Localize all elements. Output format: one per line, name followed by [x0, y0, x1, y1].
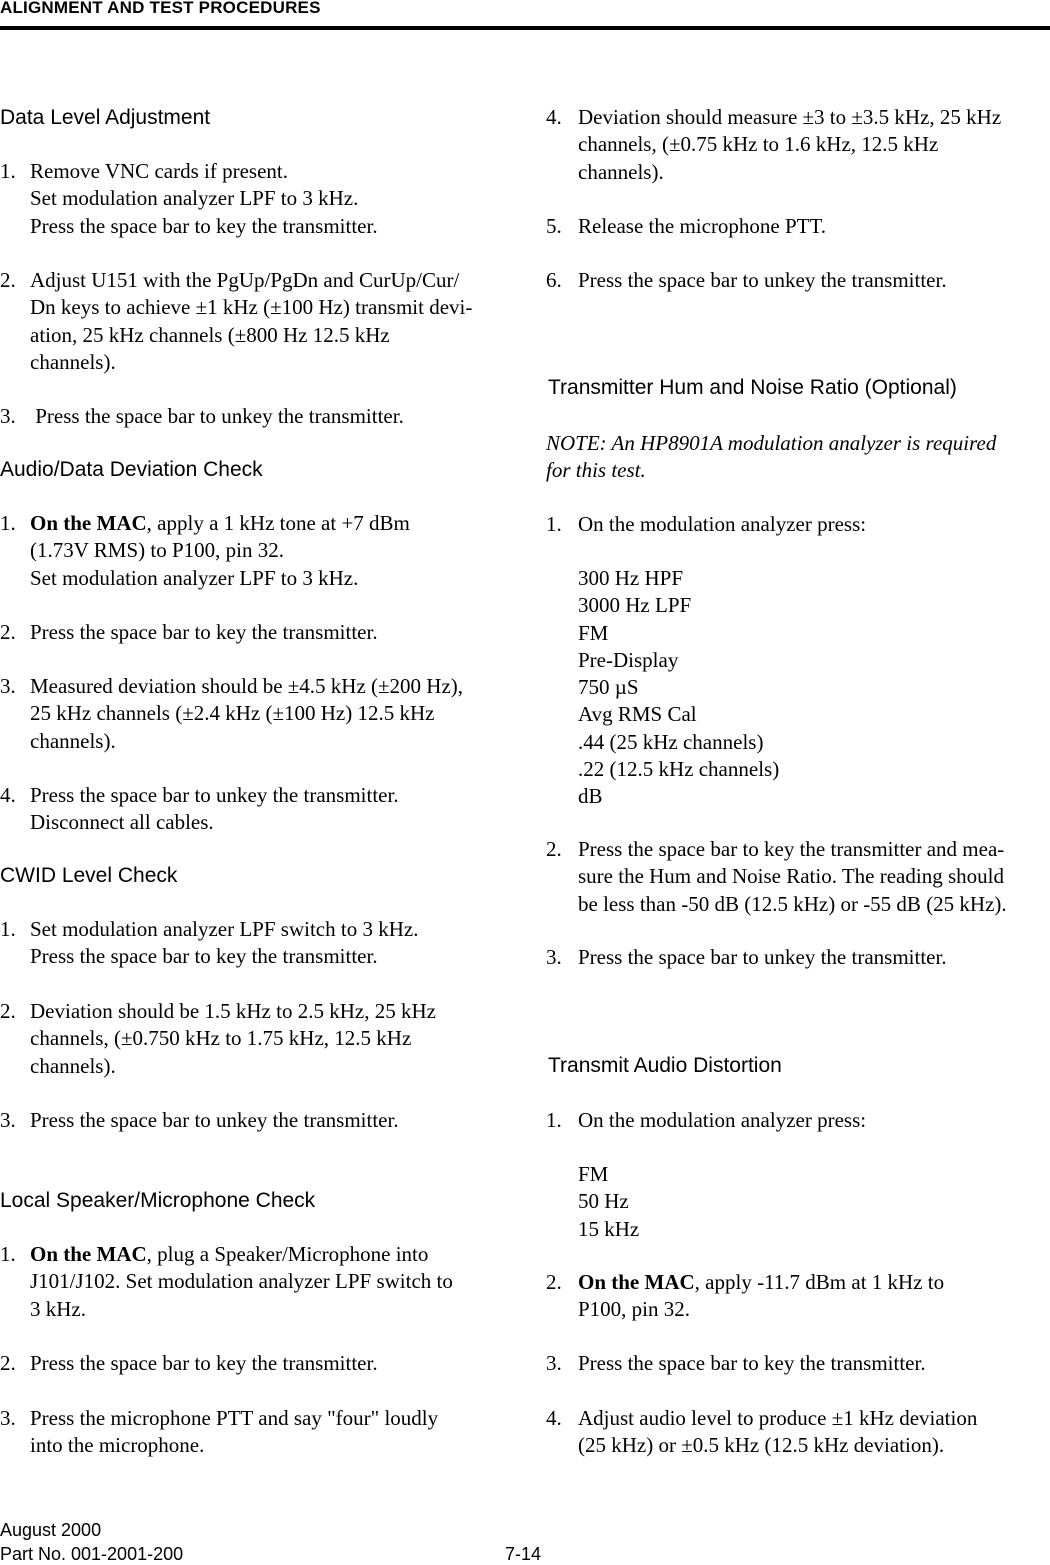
step-number: 3.	[0, 674, 16, 698]
step-text: P100, pin 32.	[578, 1297, 691, 1322]
step-text: channels, (±0.750 kHz to 1.75 kHz, 12.5 kHz	[30, 1026, 412, 1051]
step-text: channels).	[578, 159, 664, 184]
section-heading-hum-noise: Transmitter Hum and Noise Ratio (Optional)	[548, 376, 957, 399]
key-entry: .44 (25 kHz channels)	[578, 729, 764, 754]
step-text: (1.73V RMS) to P100, pin 32.	[30, 538, 284, 563]
section-heading-speaker-mic: Local Speaker/Microphone Check	[0, 1189, 316, 1212]
step-text: , apply a 1 kHz tone at +7 dBm	[146, 511, 410, 535]
step-text: Press the microphone PTT and say "four" loudly	[30, 1406, 439, 1430]
step-number: 1.	[0, 1242, 16, 1266]
key-entry: 300 Hz HPF	[578, 566, 684, 590]
step-number: 1.	[546, 1108, 562, 1132]
step-text: Press the space bar to key the transmitter.	[30, 944, 378, 969]
step-text: Measured deviation should be ±4.5 kHz (±200 Hz),	[30, 674, 464, 698]
step-number: 2.	[546, 1270, 562, 1294]
step-text: ation, 25 kHz channels (±800 Hz 12.5 kHz	[30, 322, 390, 347]
step-text: Press the space bar to key the transmitter.	[30, 213, 378, 238]
step-text: Press the space bar to key the transmitter.	[30, 1351, 378, 1375]
step-text: Set modulation analyzer LPF switch to 3 kHz.	[30, 917, 419, 941]
step-text: 25 kHz channels (±2.4 kHz (±100 Hz) 12.5 kHz	[30, 701, 435, 726]
step-text: be less than -50 dB (12.5 kHz) or -55 dB (25 kHz).	[578, 891, 1007, 916]
step-text: Remove VNC cards if present.	[30, 159, 288, 183]
key-sequence	[578, 565, 779, 811]
step-text: Adjust U151 with the PgUp/PgDn and CurUp/Cur/	[30, 268, 460, 292]
step-text: Adjust audio level to produce ±1 kHz deviation	[578, 1406, 978, 1430]
step-text: channels).	[30, 728, 116, 753]
step-text: Press the space bar to key the transmitter.	[30, 620, 378, 644]
step-number: 6.	[546, 268, 562, 292]
step-number: 3.	[546, 945, 562, 969]
key-entry: .22 (12.5 kHz channels)	[578, 757, 780, 782]
step-text: channels, (±0.75 kHz to 1.6 kHz, 12.5 kHz	[578, 132, 939, 157]
step-number: 4.	[0, 783, 16, 807]
step-text: J101/J102. Set modulation analyzer LPF switch to	[30, 1269, 453, 1294]
step-text: into the microphone.	[30, 1433, 205, 1458]
step-text: sure the Hum and Noise Ratio. The reading should	[578, 864, 1004, 889]
step-number: 1.	[0, 917, 16, 941]
step-number: 1.	[546, 512, 562, 536]
step-number: 1.	[0, 511, 16, 535]
step-text: Press the space bar to unkey the transmitter.	[30, 1108, 399, 1132]
section-heading-data-level: Data Level Adjustment	[0, 106, 211, 129]
key-entry: Avg RMS Cal	[578, 702, 697, 727]
step-text: 3 kHz.	[30, 1296, 86, 1321]
step-text: Set modulation analyzer LPF to 3 kHz.	[30, 186, 359, 211]
section-heading-audio-data: Audio/Data Deviation Check	[0, 458, 263, 481]
step-number: 3.	[546, 1351, 562, 1375]
step-number: 2.	[0, 268, 16, 292]
step-text: Press the space bar to key the transmitter.	[578, 1351, 926, 1375]
page-number: 7-14	[505, 1544, 542, 1564]
step-text: On the modulation analyzer press:	[578, 512, 867, 536]
key-entry: 15 kHz	[578, 1216, 640, 1241]
step-number: 5.	[546, 214, 562, 238]
step-number: 2.	[0, 999, 16, 1023]
step-text: Dn keys to achieve ±1 kHz (±100 Hz) transmit devi-	[30, 295, 473, 320]
step-number: 4.	[546, 1406, 562, 1430]
key-entry: FM	[578, 1162, 609, 1186]
key-entry: 750 µS	[578, 675, 639, 700]
page-header-title: ALIGNMENT AND TEST PROCEDURES	[0, 0, 321, 17]
step-text: Press the space bar to unkey the transmitter.	[578, 945, 947, 969]
step-number: 1.	[0, 159, 16, 183]
key-entry: 3000 Hz LPF	[578, 593, 692, 618]
step-text: , plug a Speaker/Microphone into	[146, 1242, 429, 1266]
key-entry: Pre-Display	[578, 647, 679, 672]
step-text: Deviation should measure ±3 to ±3.5 kHz, 25 kHz	[578, 105, 1002, 129]
step-number: 4.	[546, 105, 562, 129]
step-text: Press the space bar to key the transmitter and mea-	[578, 837, 1005, 861]
key-sequence	[578, 1161, 639, 1243]
key-entry: 50 Hz	[578, 1189, 629, 1214]
emphasis-text: On the MAC	[30, 511, 147, 535]
step-number: 2.	[0, 1351, 16, 1375]
step-text: , apply -11.7 dBm at 1 kHz to	[694, 1270, 945, 1294]
step-number: 2.	[0, 620, 16, 644]
step-number: 3.	[0, 1108, 16, 1132]
footer-part-number: Part No. 001-2001-200	[0, 1544, 184, 1564]
step-text: Press the space bar to unkey the transmitter.	[30, 404, 404, 428]
key-entry: FM	[578, 620, 609, 645]
step-text: Press the space bar to unkey the transmitter.	[578, 268, 947, 292]
emphasis-text: On the MAC	[30, 1242, 147, 1266]
header-rule	[0, 26, 1050, 30]
step-text: Disconnect all cables.	[30, 810, 214, 835]
step-text: Release the microphone PTT.	[578, 214, 827, 238]
emphasis-text: On the MAC	[578, 1270, 695, 1294]
section-heading-cwid: CWID Level Check	[0, 864, 178, 887]
section-heading-audio-distortion: Transmit Audio Distortion	[548, 1054, 782, 1077]
footer-date: August 2000	[0, 1520, 102, 1540]
step-text: (25 kHz) or ±0.5 kHz (12.5 kHz deviation).	[578, 1433, 945, 1458]
step-text: Deviation should be 1.5 kHz to 2.5 kHz, 25 kHz	[30, 999, 436, 1023]
step-text: On the modulation analyzer press:	[578, 1108, 867, 1132]
step-number: 2.	[546, 837, 562, 861]
step-text: channels).	[30, 1053, 116, 1078]
key-entry: dB	[578, 784, 603, 809]
note-text: NOTE: An HP8901A modulation analyzer is required for this test.	[546, 431, 997, 483]
step-text: channels).	[30, 349, 116, 374]
step-number: 3.	[0, 1406, 16, 1430]
step-number: 3.	[0, 404, 16, 428]
step-text: Set modulation analyzer LPF to 3 kHz.	[30, 565, 359, 590]
step-text: Press the space bar to unkey the transmitter.	[30, 783, 399, 807]
